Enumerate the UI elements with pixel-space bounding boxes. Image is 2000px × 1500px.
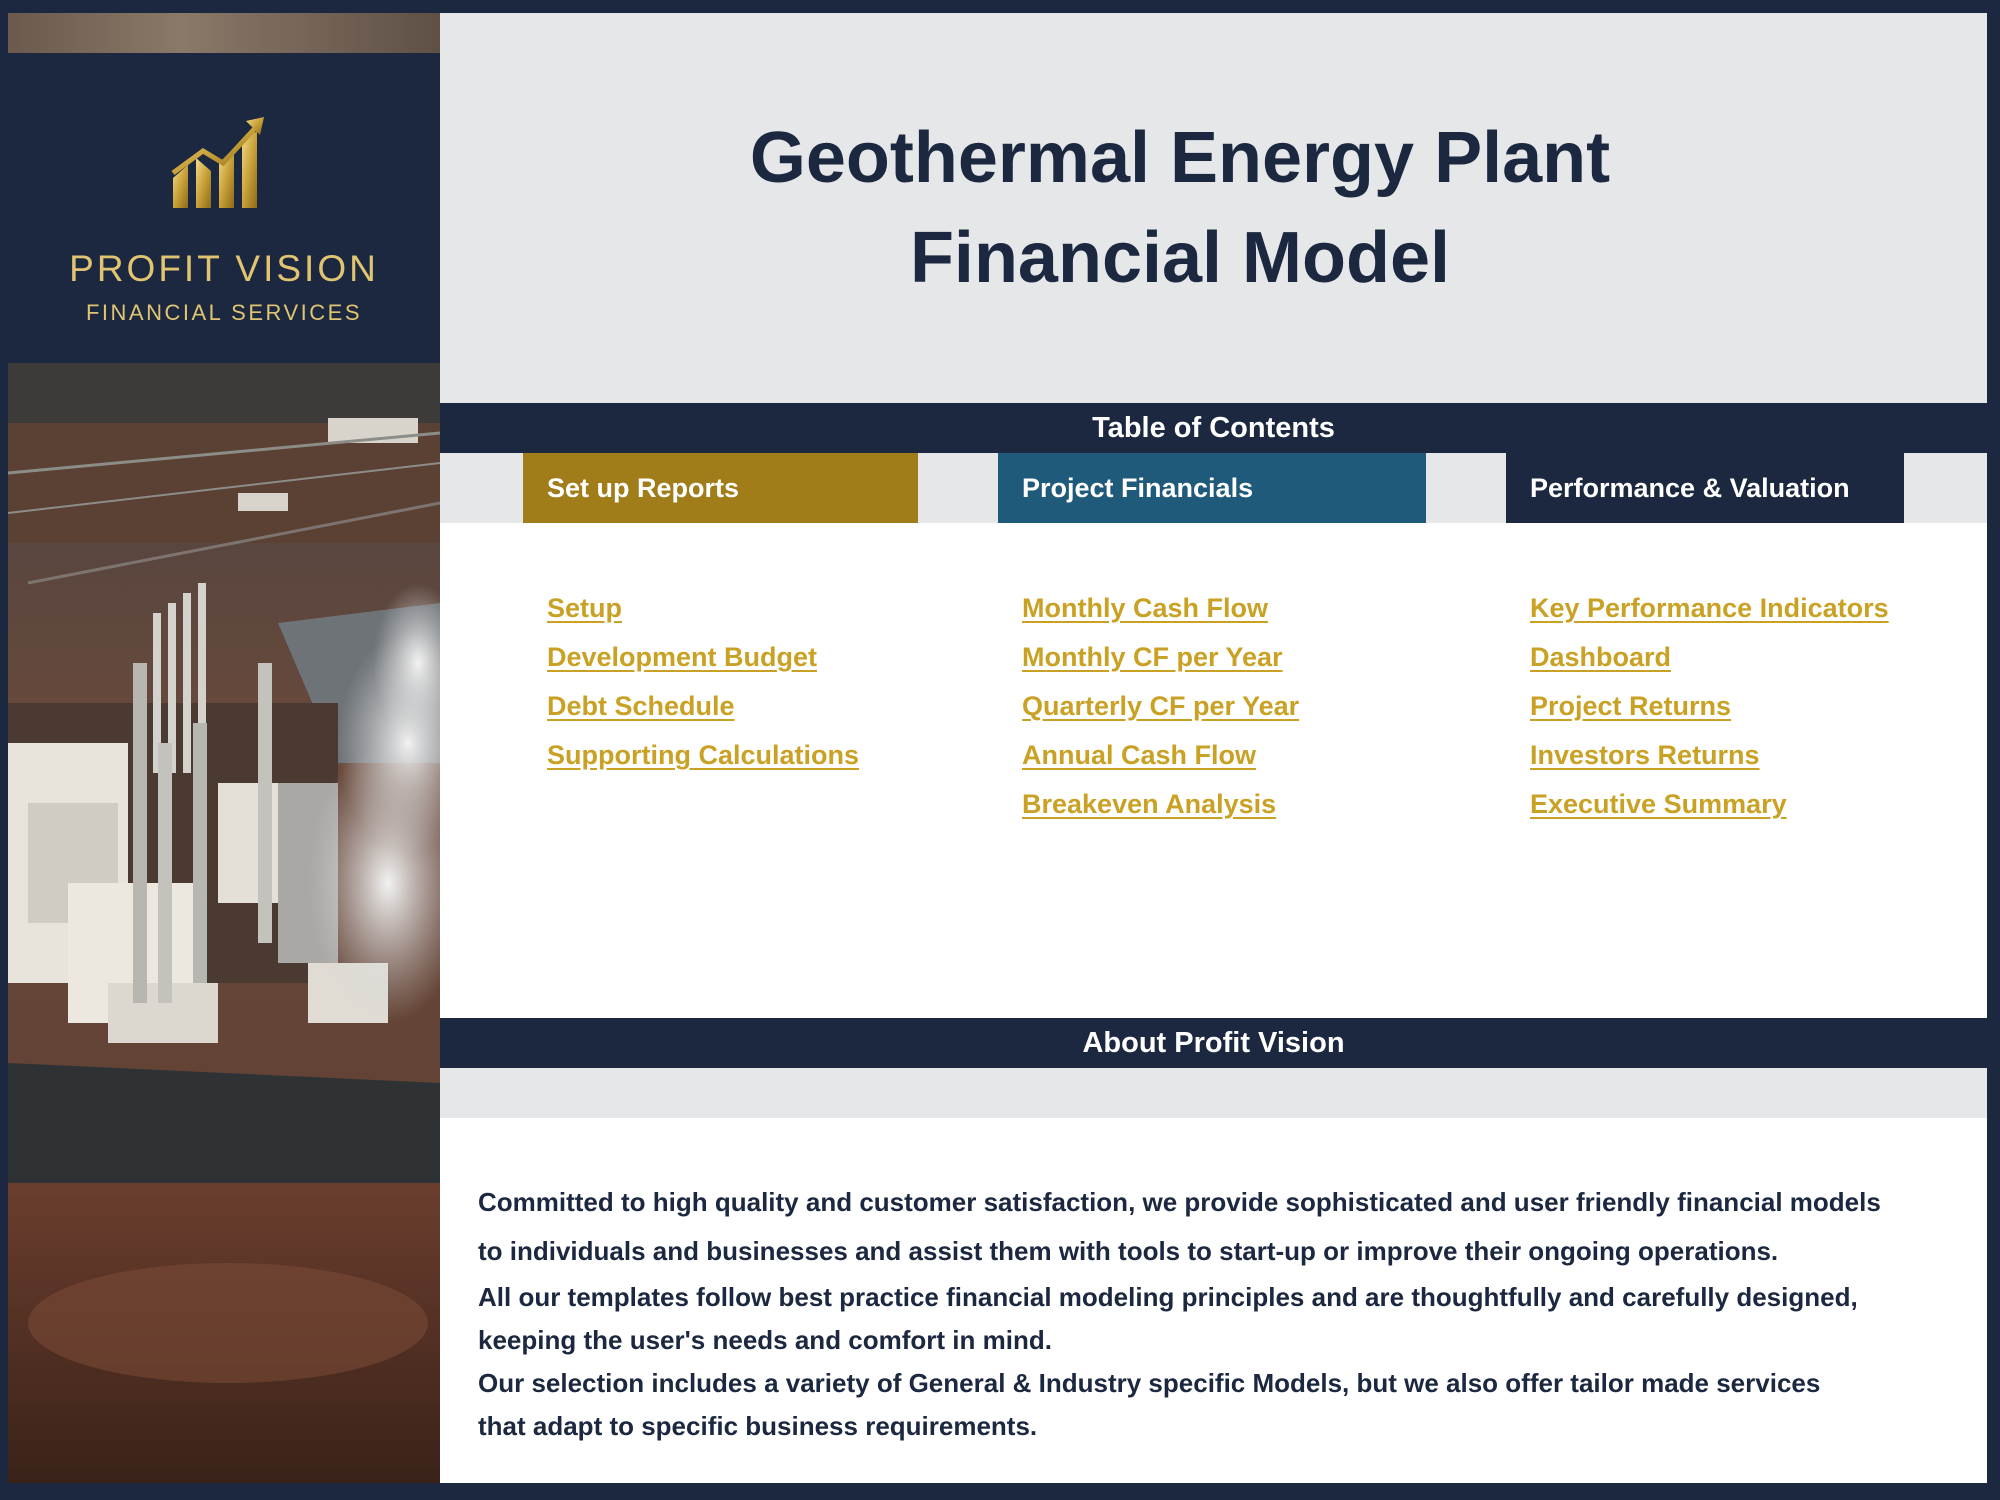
toc-section-tabs — [440, 453, 1987, 523]
sidebar-top-photo-strip — [8, 13, 440, 53]
performance-valuation-links — [1530, 593, 1889, 838]
worksheet-frame — [8, 13, 1987, 1483]
toc-links-area — [440, 523, 1987, 1018]
about-line: keeping the user's needs and comfort in mind. — [478, 1325, 1052, 1355]
link-annual-cash-flow[interactable]: Annual Cash Flow — [1022, 740, 1257, 770]
bar-chart-arrow-icon — [168, 113, 268, 213]
tab-setup-reports: Set up Reports — [523, 453, 918, 523]
link-supporting-calculations[interactable]: Supporting Calculations — [547, 740, 860, 770]
link-debt-schedule[interactable]: Debt Schedule — [547, 691, 735, 721]
brand-name: PROFIT VISION — [69, 248, 379, 289]
link-breakeven-analysis[interactable]: Breakeven Analysis — [1022, 789, 1277, 819]
about-spacer-band — [440, 1068, 1987, 1118]
header — [440, 13, 1987, 403]
about-line: to individuals and businesses and assist them with tools to start-up or improve their ongoing operations. — [478, 1236, 1779, 1266]
about-text — [478, 1178, 1948, 1448]
sidebar — [8, 13, 440, 1483]
link-executive-summary[interactable]: Executive Summary — [1530, 789, 1787, 819]
link-key-performance-indicators[interactable]: Key Performance Indicators — [1530, 593, 1889, 623]
link-development-budget[interactable]: Development Budget — [547, 642, 818, 672]
page-title: Geothermal Energy Plant Financial Model — [749, 118, 1611, 298]
brand-logo-block — [8, 53, 440, 363]
toc-heading: Table of Contents — [440, 403, 1987, 453]
link-dashboard[interactable]: Dashboard — [1530, 642, 1672, 672]
about-line: Our selection includes a variety of General & Industry specific Models, but we also offer tailor made services — [478, 1368, 1821, 1398]
brand-tagline: FINANCIAL SERVICES — [85, 300, 363, 325]
link-monthly-cf-per-year[interactable]: Monthly CF per Year — [1022, 642, 1283, 672]
about-line: Committed to high quality and customer satisfaction, we provide sophisticated and user friendly financial models — [478, 1187, 1881, 1217]
about-line: All our templates follow best practice financial modeling principles and are thoughtfully and carefully designed, — [478, 1282, 1858, 1312]
link-quarterly-cf-per-year[interactable]: Quarterly CF per Year — [1022, 691, 1300, 721]
about-heading: About Profit Vision — [440, 1018, 1987, 1068]
tab-performance-valuation: Performance & Valuation — [1506, 453, 1904, 523]
about-line: that adapt to specific business requirements. — [478, 1411, 1038, 1441]
tab-project-financials: Project Financials — [998, 453, 1426, 523]
link-monthly-cash-flow[interactable]: Monthly Cash Flow — [1022, 593, 1268, 623]
link-investors-returns[interactable]: Investors Returns — [1530, 740, 1760, 770]
project-financials-links — [1022, 593, 1299, 838]
link-project-returns[interactable]: Project Returns — [1530, 691, 1732, 721]
setup-reports-links — [547, 593, 859, 789]
power-plant-photo — [8, 363, 440, 1483]
link-setup[interactable]: Setup — [547, 593, 623, 623]
